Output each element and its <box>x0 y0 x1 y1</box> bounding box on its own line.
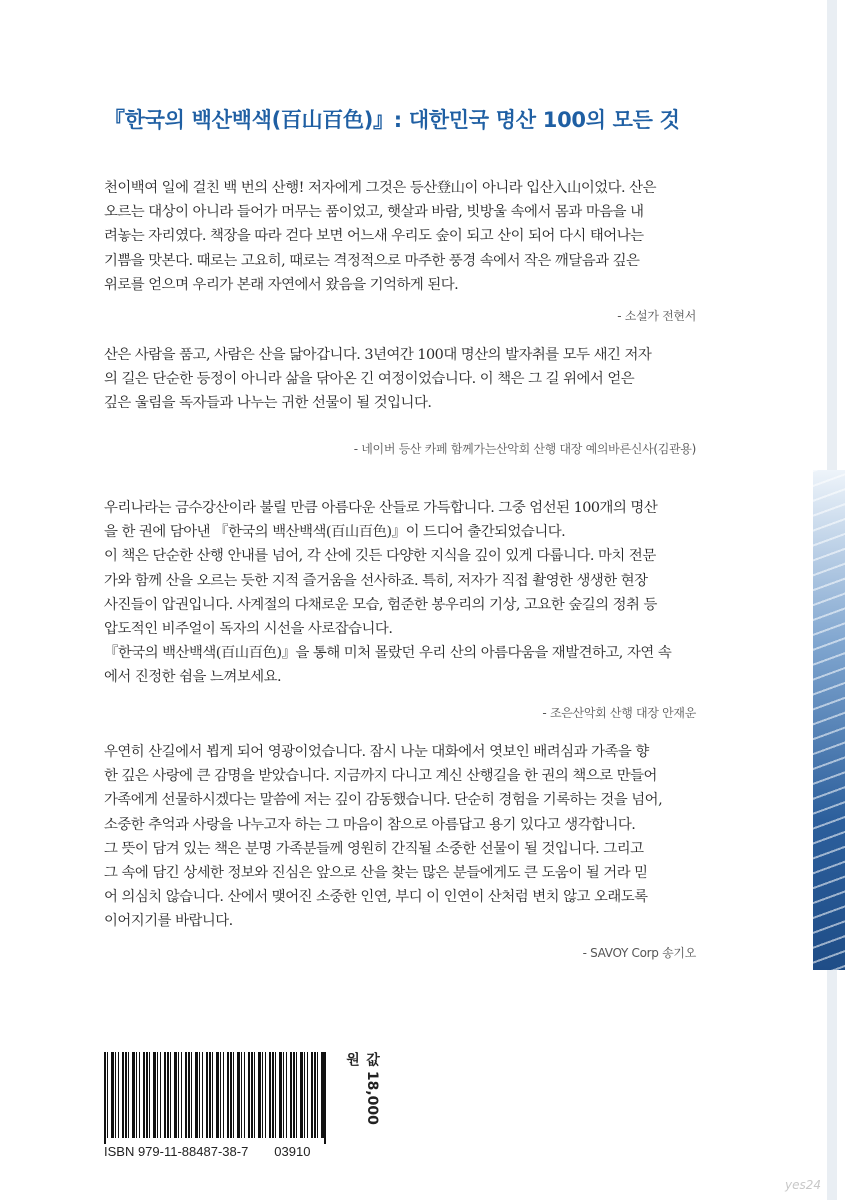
blurb-text: 우연히 산길에서 뵙게 되어 영광이었습니다. 잠시 나눈 대화에서 엿보인 배려심과 가족을 향 한 깊은 사랑에 큰 감명을 받았습니다. 지금까지 다니고 계신 산행길을 한 권의 책으로 만들어 가족에게 선물하시겠다는 말씀에 저는 깊이 감동했습니다. 단순히 경험을 기록하는 것을 넘어, 소중한 추억과 사랑을 나누고자 하는 그 마음이 참으로 아름답고 용기 있다고 생각합니다. 그 뜻이 담겨 있는 책은 분명 가족분들께 영원히 간직될 소중한 선물이 될 것입니다. 그리고 그 속에 담긴 상세한 정보와 진심은 앞으로 산을 찾는 많은 분들에게도 큰 도움이 될 거라 믿 어 의심치 않습니다. 산에서 맺어진 소중한 인연, 부디 이 인연이 산처럼 변치 않고 오래도록 이어지기를 바랍니다. <box>104 744 663 930</box>
isbn-addon: 03910 <box>274 1144 311 1159</box>
price-label: 값 18,000원 <box>344 1052 380 1125</box>
book-title: 『한국의 백산백색(百山百色)』: 대한민국 명산 100의 모든 것 <box>104 108 680 132</box>
blurb-text: 우리나라는 금수강산이라 불릴 만큼 아름다운 산들로 가득합니다. 그중 엄선된 100개의 명산 을 한 권에 담아낸 『한국의 백산백색(百山百色)』이 드디어 출간되었습니다. 이 책은 단순한 산행 안내를 넘어, 각 산에 깃든 다양한 지식을 깊이 있게 다룹니다. 마치 전문 가와 함께 산을 오르는 듯한 지적 즐거움을 선사하죠. 특히, 저자가 직접 촬영한 생생한 현장 사진들이 압권입니다. 사계절의 다채로운 모습, 험준한 봉우리의 기상, 고요한 숲길의 정취 등 압도적인 비주얼이 독자의 시선을 사로잡습니다. 『한국의 백산백색(百山百色)』을 통해 미처 몰랐던 우리 산의 아름다움을 재발견하고, 자연 속 에서 진정한 쉼을 느껴보세요. <box>104 500 672 686</box>
blurb-text: 산은 사람을 품고, 사람은 산을 닮아갑니다. 3년여간 100대 명산의 발자취를 모두 새긴 저자 의 길은 단순한 등정이 아니라 삶을 닦아온 긴 여정이었습니다. 이 책은 그 길 위에서 얻은 깊은 울림을 독자들과 나누는 귀한 선물이 될 것입니다. <box>104 347 652 412</box>
blurb-3 <box>104 496 712 721</box>
isbn-barcode <box>104 1052 326 1138</box>
blurb-4 <box>104 740 712 961</box>
blurb-attribution: - 조은산악회 산행 대장 안재운 <box>542 705 696 720</box>
blurb-1 <box>104 176 712 324</box>
barcode-area <box>104 1052 380 1162</box>
blurb-attribution: - 네이버 등산 카페 함께가는산악회 산행 대장 예의바른신사(김관용) <box>353 441 696 456</box>
isbn-text <box>104 1144 310 1159</box>
isbn-number: ISBN 979-11-88487-38-7 <box>104 1144 249 1159</box>
blurb-text: 천이백여 일에 걸친 백 번의 산행! 저자에게 그것은 등산登山이 아니라 입산入山이었다. 산은 오르는 대상이 아니라 들어가 머무는 품이었고, 햇살과 바람, 빗방울 속에서 몸과 마음을 내 려놓는 자리였다. 책장을 따라 걷다 보면 어느새 우리도 숲이 되고 산이 되어 다시 태어나는 기쁨을 맛본다. 때로는 고요히, 때로는 격정적으로 마주한 풍경 속에서 작은 깨달음과 깊은 위로를 얻으며 우리가 본래 자연에서 왔음을 기억하게 된다. <box>104 180 656 293</box>
mountain-artwork-strip <box>813 470 845 970</box>
blurb-2 <box>104 343 712 457</box>
blurb-attribution: - 소설가 전현서 <box>617 309 696 324</box>
watermark: yes24 <box>784 1178 821 1192</box>
blurb-attribution: - SAVOY Corp 송기오 <box>582 945 696 960</box>
